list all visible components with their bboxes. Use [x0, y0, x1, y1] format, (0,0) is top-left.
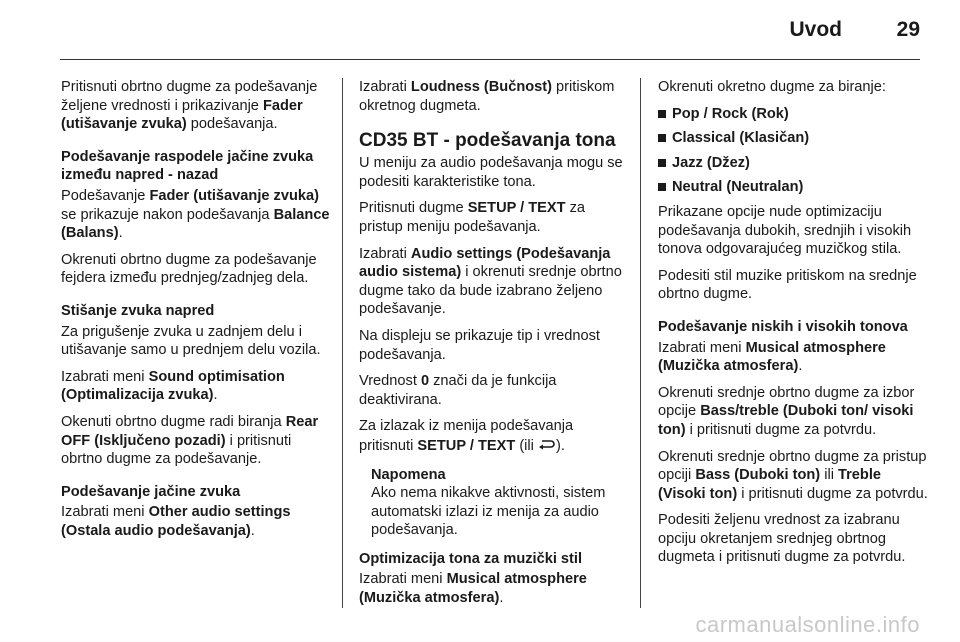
- section-heading: Podešavanje jačine zvuka: [61, 483, 241, 500]
- paragraph: Izabrati meni Musical atmosphere (Muzička atmosfera).: [359, 571, 587, 607]
- page-header: [0, 0, 960, 60]
- paragraph: Izabrati Loudness (Bučnost) pritiskom okretnog dugmeta.: [359, 79, 615, 114]
- paragraph: Podešavanje Fader (utišavanje zvuka) se prikazuje nakon podešavanja Balance (Balans).: [61, 187, 330, 242]
- note-title: Napomena: [371, 466, 446, 483]
- section-heading: Podešavanje raspodele jačine zvuka između napred - nazad: [61, 148, 314, 184]
- paragraph: Okrenuti srednje obrtno dugme za izbor opcije Bass/treble (Duboki ton/ visoki ton) i pritisnuti dugme za potvrdu.: [658, 384, 915, 438]
- paragraph: Za izlazak iz menija podešavanja pritisnuti SETUP / TEXT (ili ).: [359, 418, 574, 454]
- section-heading: Podešavanje niskih i visokih tonova: [658, 318, 908, 335]
- list-item: Jazz (Džez): [658, 154, 930, 173]
- page-number: 29: [896, 18, 920, 41]
- back-arrow-icon: [538, 436, 556, 455]
- paragraph: Pritisnuti dugme SETUP / TEXT za pristup meniju podešavanja.: [359, 200, 586, 235]
- paragraph: Vrednost 0 znači da je funkcija deaktivirana.: [359, 373, 557, 408]
- section-heading: Optimizacija tona za muzički stil: [359, 550, 583, 567]
- note-box: [359, 466, 631, 540]
- column-3: [658, 78, 930, 575]
- list-item: Pop / Rock (Rok): [658, 105, 930, 124]
- paragraph: Izabrati meni Sound optimisation (Optimalizacija zvuka).: [61, 368, 285, 404]
- bullet-square-icon: [658, 110, 666, 118]
- paragraph: Okenuti obrtno dugme radi biranja Rear OFF (Isključeno pozadi) i pritisnuti obrtno dugme za podešavanje.: [61, 413, 319, 468]
- options-list: [658, 105, 930, 197]
- column-divider: [640, 78, 641, 608]
- paragraph: Izabrati meni Other audio settings (Ostala audio podešavanja).: [61, 504, 291, 539]
- paragraph: Za prigušenje zvuka u zadnjem delu i utišavanje samo u prednjem delu vozila.: [61, 323, 321, 359]
- bullet-square-icon: [658, 159, 666, 167]
- column-2: [359, 78, 631, 616]
- header-divider: [60, 59, 920, 60]
- list-item: Classical (Klasičan): [658, 129, 930, 148]
- section-heading: Stišanje zvuka napred: [61, 302, 215, 319]
- paragraph: U meniju za audio podešavanja mogu se podesiti karakteristike tona.: [359, 155, 623, 190]
- paragraph: Okrenuti okretno dugme za biranje:: [658, 79, 886, 95]
- bullet-square-icon: [658, 183, 666, 191]
- paragraph: Izabrati Audio settings (Podešavanja audio sistema) i okrenuti srednje obrtno dugme tako da bude izabrano željeno podešavanje.: [359, 245, 622, 318]
- page-title: Uvod: [789, 18, 842, 41]
- column-1: [61, 78, 333, 548]
- note-text: Ako nema nikakve aktivnosti, sistem automatski izlazi iz menija za audio podešavanja.: [371, 485, 606, 539]
- paragraph: Okrenuti obrtno dugme za podešavanje fejdera između prednjeg/zadnjeg dela.: [61, 251, 317, 287]
- paragraph: Izabrati meni Musical atmosphere (Muzička atmosfera).: [658, 339, 886, 375]
- section-title: CD35 BT - podešavanja tona: [359, 130, 616, 152]
- paragraph: Pritisnuti obrtno dugme za podešavanje željene vrednosti i prikazivanje Fader (utišavanje zvuka) podešavanja.: [61, 79, 318, 133]
- list-item: Neutral (Neutralan): [658, 178, 930, 197]
- paragraph: Podesiti željenu vrednost za izabranu opciju okretanjem srednjeg obrtnog dugmeta i pritisnuti dugme za potvrdu.: [658, 512, 906, 566]
- bullet-square-icon: [658, 134, 666, 142]
- watermark: carmanualsonline.info: [695, 612, 920, 637]
- paragraph: Podesiti stil muzike pritiskom na srednje obrtno dugme.: [658, 267, 917, 303]
- column-divider: [342, 78, 343, 608]
- paragraph: Na displeju se prikazuje tip i vrednost podešavanja.: [359, 327, 600, 363]
- paragraph: Prikazane opcije nude optimizaciju podešavanja dubokih, srednjih i visokih tonova odgovarajućeg muzičkog stila.: [658, 203, 912, 258]
- paragraph: Okrenuti srednje obrtno dugme za pristup opciji Bass (Duboki ton) ili Treble (Visoki ton) i pritisnuti dugme za potvrdu.: [658, 448, 928, 502]
